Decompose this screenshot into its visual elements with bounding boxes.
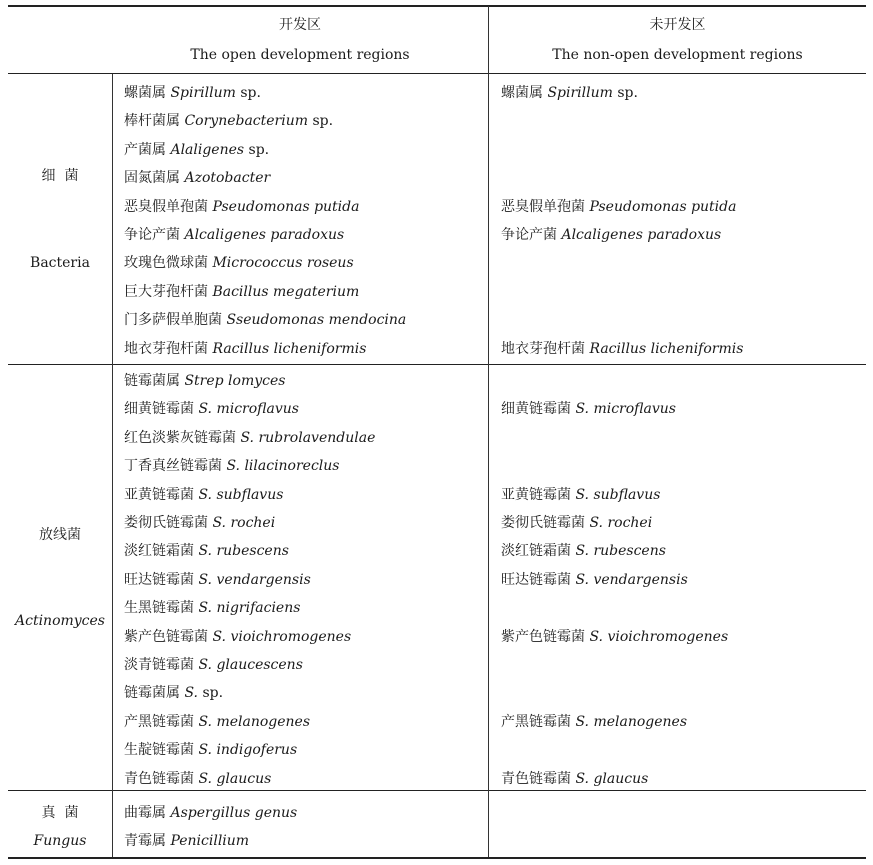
species-entry [501, 541, 666, 561]
species-latin-name: S. lilacinoreclus [226, 458, 340, 475]
species-entry [501, 197, 736, 217]
species-entry [501, 83, 638, 103]
category-bacteria-en: Bacteria [30, 255, 90, 271]
species-chinese-name: 螺菌属 [501, 85, 543, 101]
species-entry [124, 83, 261, 103]
species-chinese-name: 淡红链霜菌 [124, 543, 194, 560]
species-entry [124, 683, 223, 703]
species-entry [124, 339, 366, 359]
species-chinese-name: 争论产菌 [124, 227, 180, 243]
species-latin-name: Bacillus megaterium [212, 283, 360, 300]
species-latin-name: Pseudomonas putida [212, 198, 360, 215]
region-divider [488, 74, 489, 857]
species-latin-name: S. rubescens [198, 543, 289, 560]
table-bottom-rule [8, 857, 866, 859]
species-entry [501, 399, 676, 419]
species-entry [501, 485, 660, 505]
header-col2-cn: 未开发区 [649, 17, 706, 33]
header-col2-en: The non-open development regions [552, 47, 803, 63]
species-chinese-name: 玫瑰色微球菌 [124, 255, 208, 272]
species-chinese-name: 细黄链霉菌 [501, 401, 571, 418]
species-latin-name: S. rochei [212, 515, 276, 531]
species-chinese-name: 棒杆菌属 [124, 113, 180, 130]
species-suffix: sp. [235, 85, 261, 101]
species-latin-name: S. vioichromogenes [212, 628, 352, 645]
species-latin-name: S. melanogenes [575, 713, 688, 730]
species-entry [124, 513, 275, 533]
species-entry [124, 253, 354, 273]
species-latin-name: S. vendargensis [198, 571, 311, 588]
species-entry [124, 310, 406, 330]
category-divider [112, 74, 113, 857]
species-latin-name: S. rubrolavendulae [240, 429, 376, 446]
category-bacteria-cn: 细 菌 [41, 168, 79, 184]
species-suffix: sp. [198, 685, 224, 702]
species-latin-name: S. indigoferus [198, 742, 298, 759]
species-entry [124, 803, 297, 823]
species-entry [124, 282, 359, 302]
species-chinese-name: 亚黄链霉菌 [501, 486, 571, 503]
species-latin-name: Corynebacterium [184, 113, 309, 130]
species-entry [124, 541, 289, 561]
species-entry [124, 655, 303, 675]
species-suffix: sp. [244, 141, 270, 158]
species-entry [124, 168, 270, 188]
species-chinese-name: 生靛链霉菌 [124, 742, 194, 759]
category-fungus-cn: 真 菌 [41, 805, 79, 821]
species-latin-name: Alcaligenes paradoxus [184, 227, 345, 243]
species-chinese-name: 青霉属 [124, 833, 166, 850]
species-chinese-name: 旺达链霉菌 [501, 571, 571, 588]
species-latin-name: Racillus licheniformis [589, 340, 744, 357]
species-latin-name: Azotobacter [184, 170, 271, 187]
species-suffix: sp. [612, 85, 638, 101]
species-chinese-name: 门多萨假单胞菌 [124, 312, 222, 329]
species-chinese-name: 亚黄链霉菌 [124, 486, 194, 503]
category-actinomyces-cn: 放线菌 [39, 527, 81, 543]
species-chinese-name: 产菌属 [124, 141, 166, 158]
species-chinese-name: 娄彻氏链霉菌 [501, 515, 585, 531]
species-entry [501, 769, 648, 789]
species-chinese-name: 旺达链霉菌 [124, 571, 194, 588]
species-latin-name: Alcaligenes paradoxus [561, 227, 722, 243]
species-entry [501, 513, 652, 533]
species-latin-name: S. glaucus [198, 770, 272, 787]
species-entry [124, 197, 359, 217]
species-latin-name: S. subflavus [198, 486, 284, 503]
species-entry [124, 225, 344, 245]
species-latin-name: S. glaucus [575, 770, 649, 787]
species-chinese-name: 固氮菌属 [124, 170, 180, 187]
species-entry [124, 570, 311, 590]
species-chinese-name: 恶臭假单孢菌 [124, 198, 208, 215]
species-entry [124, 399, 299, 419]
species-latin-name: S. [184, 685, 198, 702]
species-chinese-name: 青色链霉菌 [124, 770, 194, 787]
species-entry [501, 627, 728, 647]
species-chinese-name: 淡红链霜菌 [501, 543, 571, 560]
header-col1-en: The open development regions [190, 47, 410, 63]
species-chinese-name: 巨大芽孢杆菌 [124, 283, 208, 300]
species-chinese-name: 恶臭假单孢菌 [501, 198, 585, 215]
species-chinese-name: 淡青链霉菌 [124, 657, 194, 673]
species-latin-name: S. microflavus [198, 401, 299, 418]
table-top-rule [8, 5, 866, 7]
species-entry [501, 339, 743, 359]
species-latin-name: Spirillum [547, 85, 613, 101]
species-chinese-name: 紫产色链霉菌 [501, 628, 585, 645]
species-latin-name: Micrococcus roseus [212, 255, 354, 272]
species-entry [501, 570, 688, 590]
species-entry [124, 456, 340, 476]
species-latin-name: S. rubescens [575, 543, 666, 560]
species-latin-name: Pseudomonas putida [589, 198, 737, 215]
species-chinese-name: 争论产菌 [501, 227, 557, 243]
species-chinese-name: 娄彻氏链霉菌 [124, 515, 208, 531]
species-latin-name: Racillus licheniformis [212, 340, 367, 357]
species-latin-name: Penicillium [170, 833, 250, 850]
species-chinese-name: 地衣芽孢杆菌 [501, 340, 585, 357]
species-chinese-name: 螺菌属 [124, 85, 166, 101]
species-suffix: sp. [308, 113, 334, 130]
species-entry [124, 712, 310, 732]
species-chinese-name: 产黑链霉菌 [124, 713, 194, 730]
species-latin-name: S. subflavus [575, 486, 661, 503]
species-latin-name: S. melanogenes [198, 713, 311, 730]
species-latin-name: S. nigrifaciens [198, 600, 301, 617]
species-chinese-name: 生黑链霉菌 [124, 600, 194, 617]
species-entry [501, 225, 721, 245]
actinomyces-bottom-rule [8, 790, 866, 791]
species-chinese-name: 产黑链霉菌 [501, 713, 571, 730]
species-chinese-name: 红色淡紫灰链霉菌 [124, 429, 236, 446]
species-chinese-name: 细黄链霉菌 [124, 401, 194, 418]
bacteria-bottom-rule [8, 364, 866, 365]
species-chinese-name: 地衣芽孢杆菌 [124, 340, 208, 357]
species-chinese-name: 曲霉属 [124, 805, 166, 821]
species-entry [124, 740, 297, 760]
species-latin-name: Strep lomyces [184, 373, 286, 389]
species-entry [124, 627, 351, 647]
species-entry [124, 371, 285, 391]
species-chinese-name: 链霉菌属 [124, 685, 180, 702]
species-entry [124, 428, 375, 448]
species-latin-name: Spirillum [170, 85, 236, 101]
species-latin-name: Sseudomonas mendocina [226, 312, 407, 329]
species-entry [124, 111, 333, 131]
species-chinese-name: 链霉菌属 [124, 373, 180, 389]
category-fungus-en: Fungus [33, 833, 87, 849]
header-col1-cn: 开发区 [279, 17, 321, 33]
species-chinese-name: 青色链霉菌 [501, 770, 571, 787]
species-chinese-name: 丁香真丝链霉菌 [124, 458, 222, 475]
species-entry [124, 140, 269, 160]
species-latin-name: S. rochei [589, 515, 653, 531]
species-latin-name: S. glaucescens [198, 657, 303, 673]
species-entry [124, 769, 271, 789]
species-entry [501, 712, 687, 732]
species-latin-name: S. vioichromogenes [589, 628, 729, 645]
species-latin-name: S. vendargensis [575, 571, 688, 588]
species-latin-name: Alaligenes [170, 141, 245, 158]
species-entry [124, 598, 300, 618]
species-entry [124, 831, 249, 851]
category-actinomyces-en: Actinomyces [15, 613, 105, 629]
species-chinese-name: 紫产色链霉菌 [124, 628, 208, 645]
header-bottom-rule [8, 73, 866, 74]
species-latin-name: S. microflavus [575, 401, 676, 418]
species-entry [124, 485, 283, 505]
species-latin-name: Aspergillus genus [170, 805, 298, 821]
